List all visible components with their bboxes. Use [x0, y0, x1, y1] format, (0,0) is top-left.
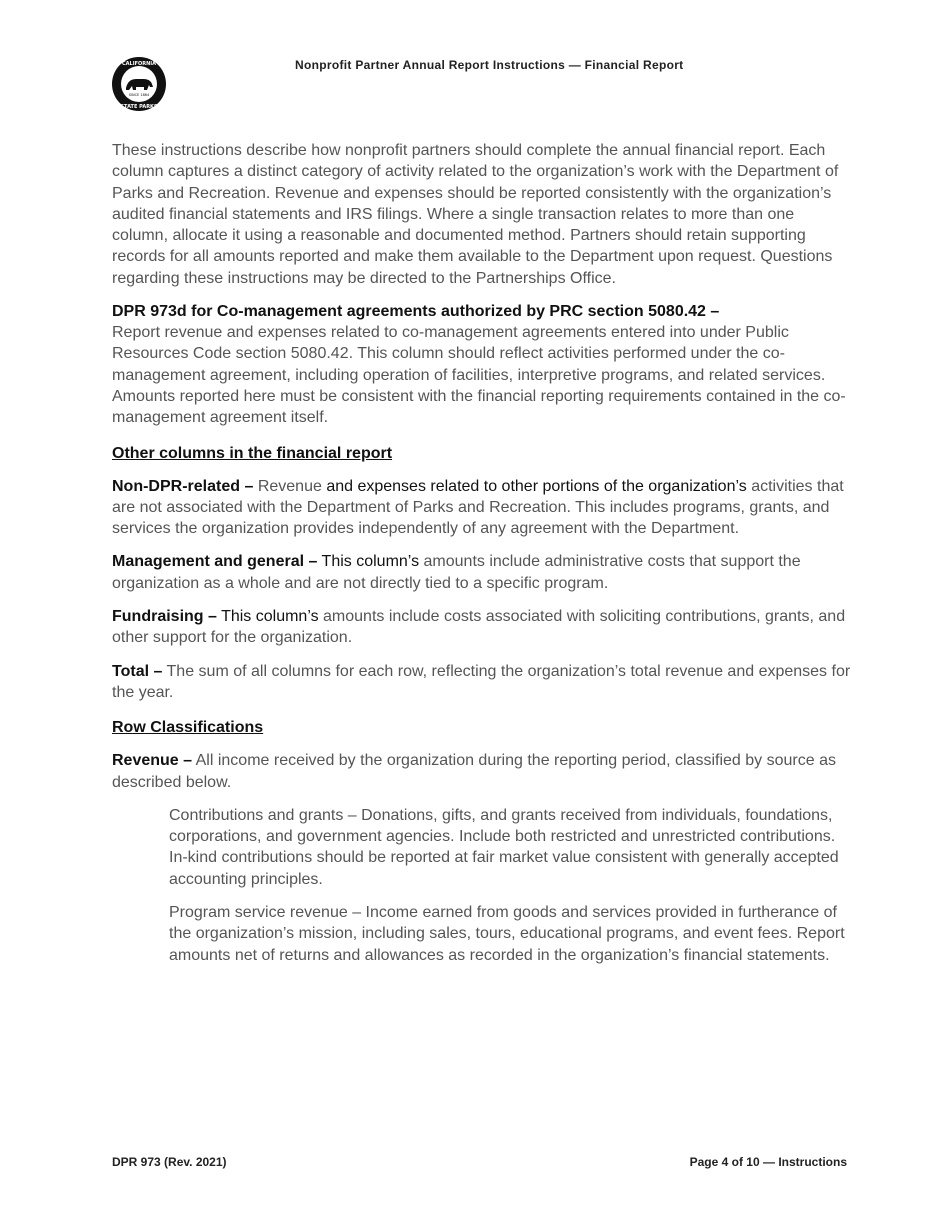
svg-text:SINCE 1864: SINCE 1864: [128, 93, 150, 97]
non-dpr-lead-black: and expenses related to other portions of the organization’s: [326, 477, 747, 495]
total-term: Total –: [112, 662, 163, 680]
revenue-rest: All income received by the organization during the reporting period, classified by source as described below.: [112, 752, 836, 791]
non-dpr-related-entry: [112, 476, 852, 540]
document-body: [112, 140, 852, 978]
state-parks-seal-icon: [110, 55, 168, 113]
non-dpr-rest: activities that are not associated with the Department of Parks and Recreation. This includes programs, grants, and services the organization provides independently of any agreement with the Department.: [112, 477, 844, 538]
management-lead: This column’s: [321, 553, 420, 571]
total-entry: [112, 661, 852, 704]
management-term: Management and general –: [112, 553, 318, 571]
fundraising-rest: amounts include costs associated with soliciting contributions, grants, and other support for the organization.: [112, 608, 846, 647]
non-dpr-lead: Revenue: [257, 477, 322, 495]
dpr973d-heading: DPR 973d for Co-management agreements authorized by PRC section 5080.42 –: [112, 303, 720, 321]
california-state-parks-logo: [110, 55, 168, 113]
intro-paragraph: These instructions describe how nonprofit partners should complete the annual financial report. Each column captures a distinct category of activity related to the organization’s work with the Department of Parks and Recreation. Revenue and expenses should be reported consistently with the organization’s audited financial statements and IRS filings. Where a single transaction relates to more than one column, allocate it using a reasonable and documented method. Partners should retain supporting records for all amounts reported and make them available to the Department upon request. Questions regarding these instructions may be directed to the Partnerships Office.: [112, 142, 839, 287]
footer-form-number: DPR 973 (Rev. 2021): [112, 1155, 227, 1169]
page-header-title: Nonprofit Partner Annual Report Instructions — Financial Report: [295, 58, 684, 72]
fundraising-entry: [112, 606, 852, 649]
revenue-sub-program-service: Program service revenue – Income earned from goods and services provided in furtherance of the organization’s mission, including sales, tours, educational programs, and event fees. Report amounts net of returns and allowances as recorded in the organization’s financial statements.: [169, 904, 845, 964]
fundraising-term: Fundraising –: [112, 608, 217, 626]
dpr973d-text: Report revenue and expenses related to co-management agreements entered into under Public Resources Code section 5080.42. This column should reflect activities performed under the co-management agreement, including operation of facilities, interpretive programs, and related services. Amounts reported here must be consistent with the financial reporting requirements contained in the co-management agreement itself.: [112, 324, 846, 427]
fundraising-lead: This column’s: [221, 608, 319, 626]
row-classifications-heading: Row Classifications: [112, 719, 264, 737]
revenue-sub-contributions: Contributions and grants – Donations, gifts, and grants received from individuals, foundations, corporations, and government agencies. Include both restricted and unrestricted contributions. In-kind contributions should be reported at fair market value consistent with generally accepted accounting principles.: [169, 806, 839, 888]
svg-text:CALIFORNIA: CALIFORNIA: [121, 61, 157, 67]
footer-page-number: Page 4 of 10 — Instructions: [689, 1155, 847, 1169]
revenue-entry: [112, 750, 852, 793]
non-dpr-term: Non-DPR-related –: [112, 477, 254, 495]
management-general-entry: [112, 551, 852, 594]
svg-text:STATE PARKS: STATE PARKS: [120, 104, 158, 110]
revenue-term: Revenue –: [112, 752, 193, 770]
total-rest: The sum of all columns for each row, reflecting the organization’s total revenue and expenses for the year.: [112, 662, 851, 701]
other-columns-heading: Other columns in the financial report: [112, 444, 393, 462]
management-rest: amounts include administrative costs that support the organization as a whole and are not directly tied to a specific program.: [112, 553, 801, 592]
